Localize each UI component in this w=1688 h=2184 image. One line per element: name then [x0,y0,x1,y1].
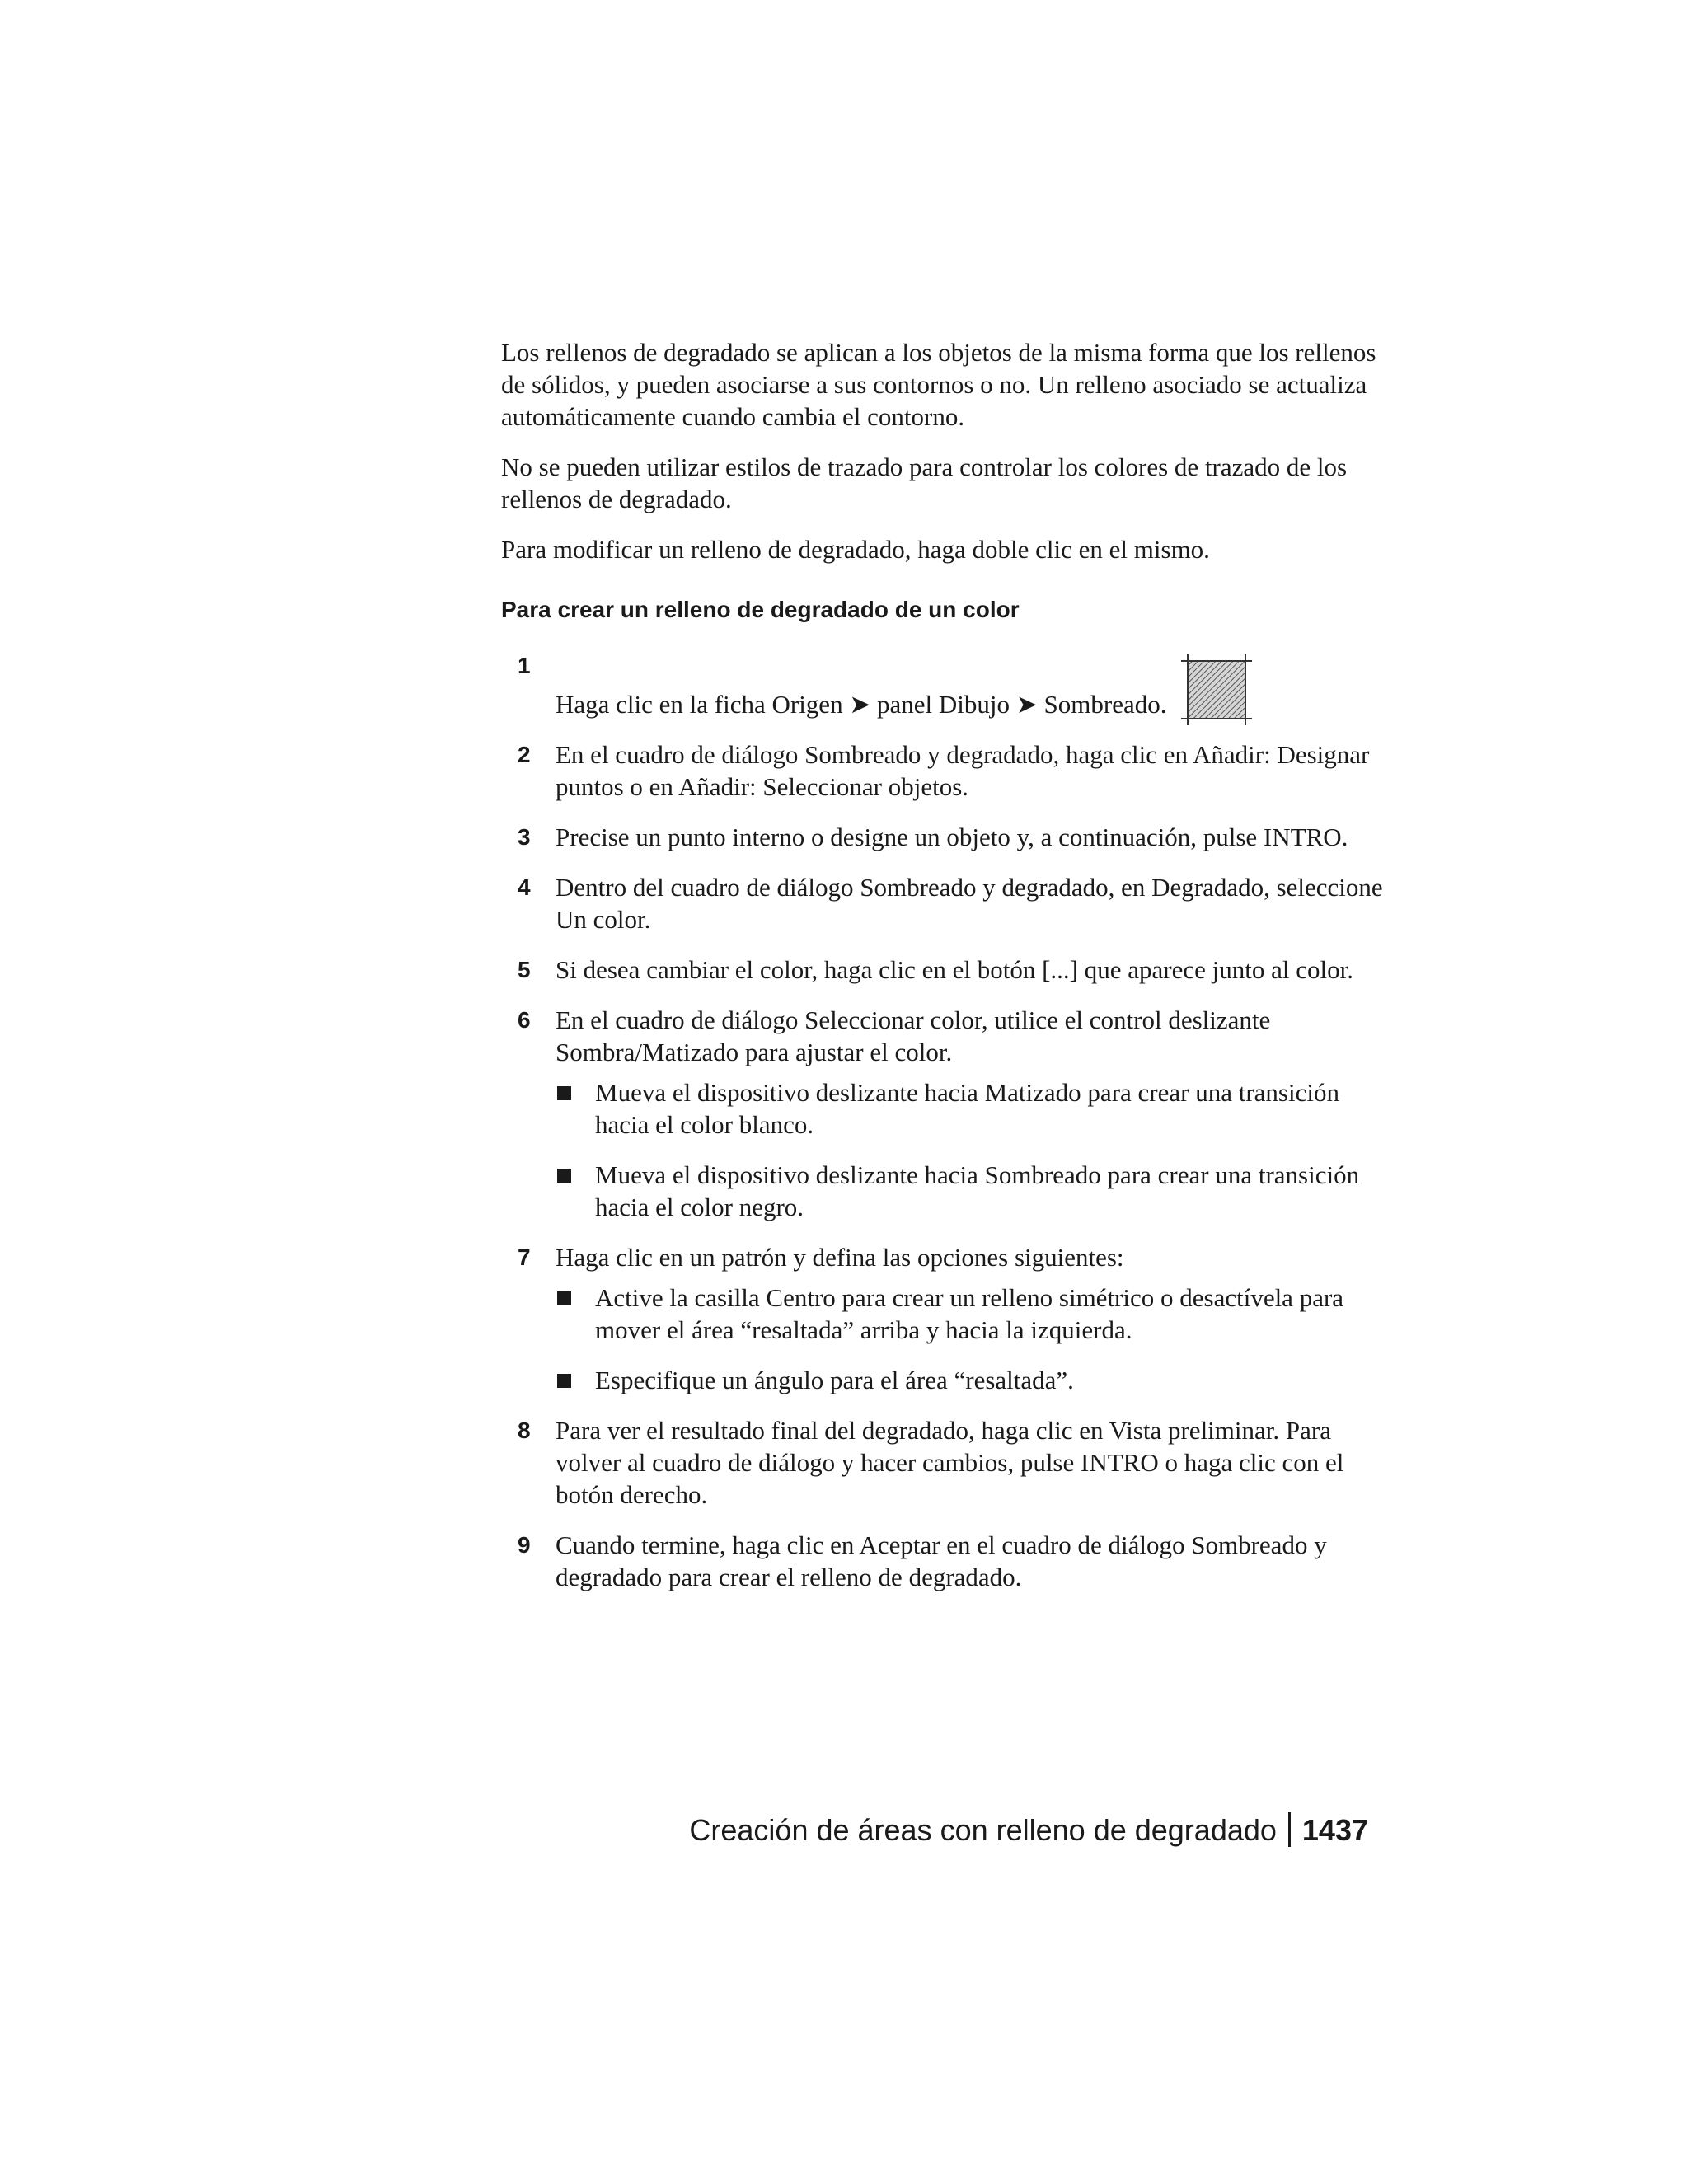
bullet-item [556,1076,1383,1141]
step-number: 1 [518,653,531,678]
page-footer [0,1811,1368,1850]
step-6 [501,1004,1383,1223]
step-3 [501,821,1383,853]
step-7-bullets [556,1282,1383,1396]
hatch-icon [1181,654,1252,725]
step-number: 5 [518,957,531,982]
step-8 [501,1414,1383,1511]
bullet-item [556,1282,1383,1346]
step-9 [501,1529,1383,1593]
footer-separator [1288,1812,1291,1847]
step-text: Precise un punto interno o designe un objeto y, a continuación, pulse INTRO. [556,823,1348,851]
step-text: Para ver el resultado final del degradado, haga clic en Vista preliminar. Para volver al cuadro de diálogo y hacer cambios, pulse INTRO o haga clic con el botón derecho. [556,1416,1344,1509]
step-number: 4 [518,874,531,900]
paragraph-modify: Para modificar un relleno de degradado, haga doble clic en el mismo. [501,535,1210,564]
step-1 [501,649,1383,720]
bullet-square-icon [557,1291,571,1305]
procedure-heading: Para crear un relleno de degradado de un color [501,597,1020,622]
bullet-text: Mueva el dispositivo deslizante hacia Sombreado para crear una transición hacia el color negro. [595,1160,1360,1221]
step-5 [501,954,1383,986]
footer-section-title: Creación de áreas con relleno de degradado [689,1813,1277,1847]
bullet-item [556,1364,1383,1396]
bullet-text: Active la casilla Centro para crear un relleno simétrico o desactívela para mover el área “resaltada” arriba y hacia la izquierda. [595,1283,1344,1344]
bullet-text: Especifique un ángulo para el área “resaltada”. [595,1366,1074,1394]
step-2 [501,738,1383,803]
paragraph-intro: Los rellenos de degradado se aplican a los objetos de la misma forma que los rellenos de sólidos, y pueden asociarse a sus contornos o no. Un relleno asociado se actualiza automáticamente cuando cambia el contorno. [501,338,1376,431]
step-number: 3 [518,824,531,850]
step-7 [501,1241,1383,1396]
step-6-bullets [556,1076,1383,1223]
step-number: 2 [518,742,531,767]
step-number: 7 [518,1244,531,1270]
step-text: Cuando termine, haga clic en Aceptar en el cuadro de diálogo Sombreado y degradado para crear el relleno de degradado. [556,1530,1327,1591]
step-number: 6 [518,1007,531,1033]
page-number: 1437 [1301,1813,1368,1847]
bullet-text: Mueva el dispositivo deslizante hacia Matizado para crear una transición hacia el color blanco. [595,1078,1339,1139]
step-text: Haga clic en la ficha Origen ➤ panel Dibujo ➤ Sombreado. [556,690,1167,719]
bullet-square-icon [557,1086,571,1100]
step-text: Si desea cambiar el color, haga clic en el botón [...] que aparece junto al color. [556,955,1353,984]
page-content [501,336,1383,1611]
step-4 [501,871,1383,935]
step-text: Dentro del cuadro de diálogo Sombreado y degradado, en Degradado, seleccione Un color. [556,873,1383,934]
step-number: 8 [518,1418,531,1443]
step-text: En el cuadro de diálogo Sombreado y degradado, haga clic en Añadir: Designar puntos o en Añadir: Seleccionar objetos. [556,740,1370,801]
step-text: En el cuadro de diálogo Seleccionar color, utilice el control deslizante Sombra/Matizado para ajustar el color. [556,1005,1271,1066]
bullet-square-icon [557,1169,571,1183]
paragraph-styles: No se pueden utilizar estilos de trazado para controlar los colores de trazado de los rellenos de degradado. [501,452,1348,513]
procedure-steps [501,649,1383,1593]
step-text: Haga clic en un patrón y defina las opciones siguientes: [556,1243,1124,1272]
bullet-square-icon [557,1374,571,1388]
bullet-item [556,1159,1383,1223]
step-number: 9 [518,1532,531,1558]
